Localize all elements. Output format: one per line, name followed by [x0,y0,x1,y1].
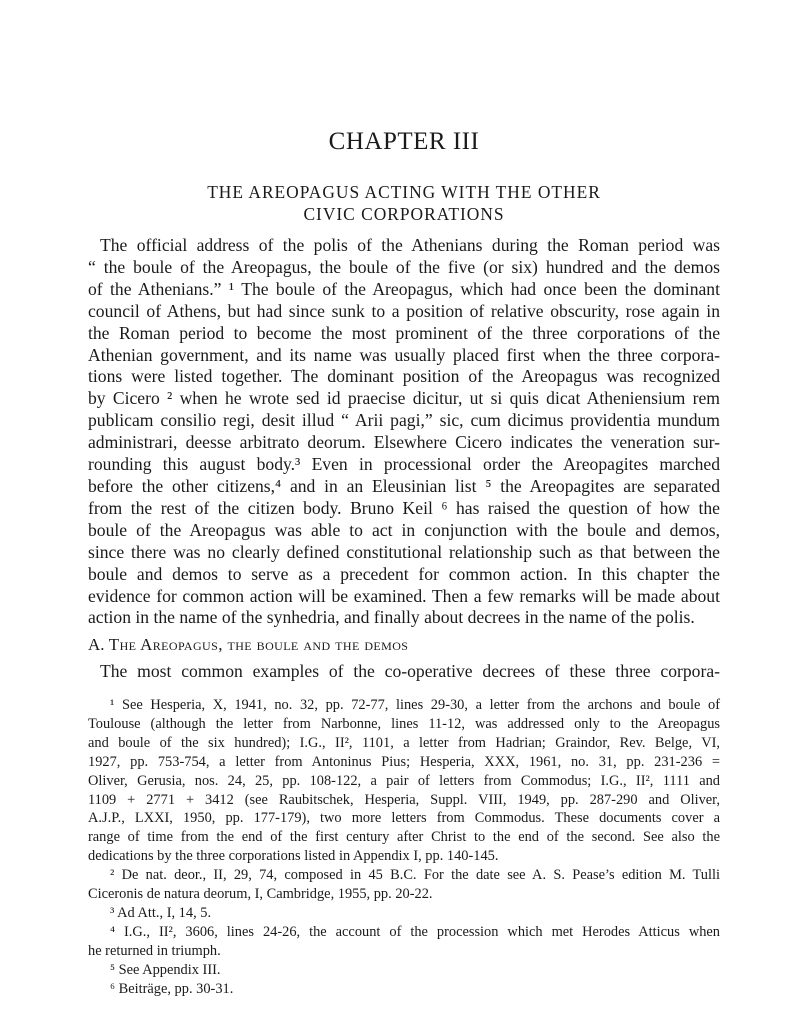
section-letter: A. [88,635,105,654]
footnote-line: 1927, pp. 753-754, a letter from Antoninus Pius; Hesperia, XXX, 1961, no. 31, pp. 231-236 = [88,753,720,770]
footnote-line: Oliver, Gerusia, nos. 24, 25, pp. 108-122, a pair of letters from Commodus; I.G., II², 1111 and [88,772,720,789]
body-line: from the rest of the citizen body. Bruno Keil ⁶ has raised the question of how the [88,497,720,518]
body-line: rounding this august body.³ Even in processional order the Areopagites marched [88,454,720,475]
body-line: The official address of the polis of the Athenians during the Roman period was [100,235,720,255]
body-line: action in the name of the synhedria, and finally about decrees in the name of the polis. [88,607,695,628]
chapter-title [88,181,720,225]
footnote-line: range of time from the end of the first century after Christ to the end of the second. See also the [88,829,720,846]
footnote-line: ⁴ I.G., II², 3606, lines 24-26, the account of the procession which met Herodes Atticus when [110,923,720,940]
footnote-line: he returned in triumph. [88,942,221,959]
footnote-line: Toulouse (although the letter from Narbonne, lines 11-12, was addressed only to the Areopagus [88,715,720,732]
body-line: boule and demos to serve as a precedent for common action. In this chapter the [88,563,720,584]
footnote-line: Ciceronis de natura deorum, I, Cambridge, 1955, pp. 20-22. [88,886,433,903]
body-line: by Cicero ² when he wrote sed id praecise dicitur, ut si quis dicat Atheniensium rem [88,388,720,409]
body-line: evidence for common action will be examined. Then a few remarks will be made about [88,585,720,606]
footnote-line: ⁶ Beiträge, pp. 30-31. [110,980,234,997]
footnote-line: 1109 + 2771 + 3412 (see Raubitschek, Hesperia, Suppl. VIII, 1949, pp. 287-290 and Oliver, [88,791,720,808]
body-line: before the other citizens,⁴ and in an Eleusinian list ⁵ the Areopagites are separated [88,475,720,496]
footnotes [88,696,720,999]
body-line: publicam consilio regi, desit illud “ Arii pagi,” sic, cum dicimus providentia mundum [88,410,720,431]
body-line: the Roman period to become the most prominent of the three corporations of the [88,322,720,343]
footnote-line: ⁵ See Appendix III. [110,961,221,978]
footnote-line: ¹ See Hesperia, X, 1941, no. 32, pp. 72-77, lines 29-30, a letter from the archons and boule of [110,697,720,713]
chapter-title-line: CIVIC CORPORATIONS [303,204,505,224]
footnote-line: A.J.P., LXXI, 1950, pp. 177-179), two more letters from Commodus. These documents cover a [88,810,720,827]
continuation-line: The most common examples of the co-operative decrees of these three corpora- [100,661,720,681]
body-line: Athenian government, and its name was usually placed first when the three corpora- [88,344,720,365]
section-heading [88,635,720,655]
footnote-line: and boule of the six hundred); I.G., II², 1101, a letter from Hadrian; Graindor, Rev. Belge, VI, [88,734,720,751]
section-title: The Areopagus, the boule and the demos [108,635,409,654]
chapter-heading: CHAPTER III [328,128,480,155]
body-line: administrari, deesse arbitrato deorum. Elsewhere Cicero indicates the veneration sur- [88,432,720,453]
body-line: boule of the Areopagus was able to act in conjunction with the boule and demos, [88,519,720,540]
body-line: “ the boule of the Areopagus, the boule of the five (or six) hundred and the demos [88,256,720,277]
body-line: tions were listed together. The dominant position of the Areopagus was recognized [88,366,720,387]
body-line: of the Athenians.” ¹ The boule of the Areopagus, which had once been the dominant [88,278,720,299]
footnote-line: ³ Ad Att., I, 14, 5. [110,904,212,921]
body-line: council of Athens, but had since sunk to a position of relative obscurity, rose again in [88,300,720,321]
footnote-line: dedications by the three corporations listed in Appendix I, pp. 140-145. [88,848,499,865]
body-paragraph [88,235,720,629]
body-line: since there was no clearly defined constitutional relationship such as that between the [88,541,720,562]
chapter-title-line: THE AREOPAGUS ACTING WITH THE OTHER [207,182,601,202]
footnote-line: ² De nat. deor., II, 29, 74, composed in 45 B.C. For the date see A. S. Pease’s edition M. Tulli [110,867,720,884]
